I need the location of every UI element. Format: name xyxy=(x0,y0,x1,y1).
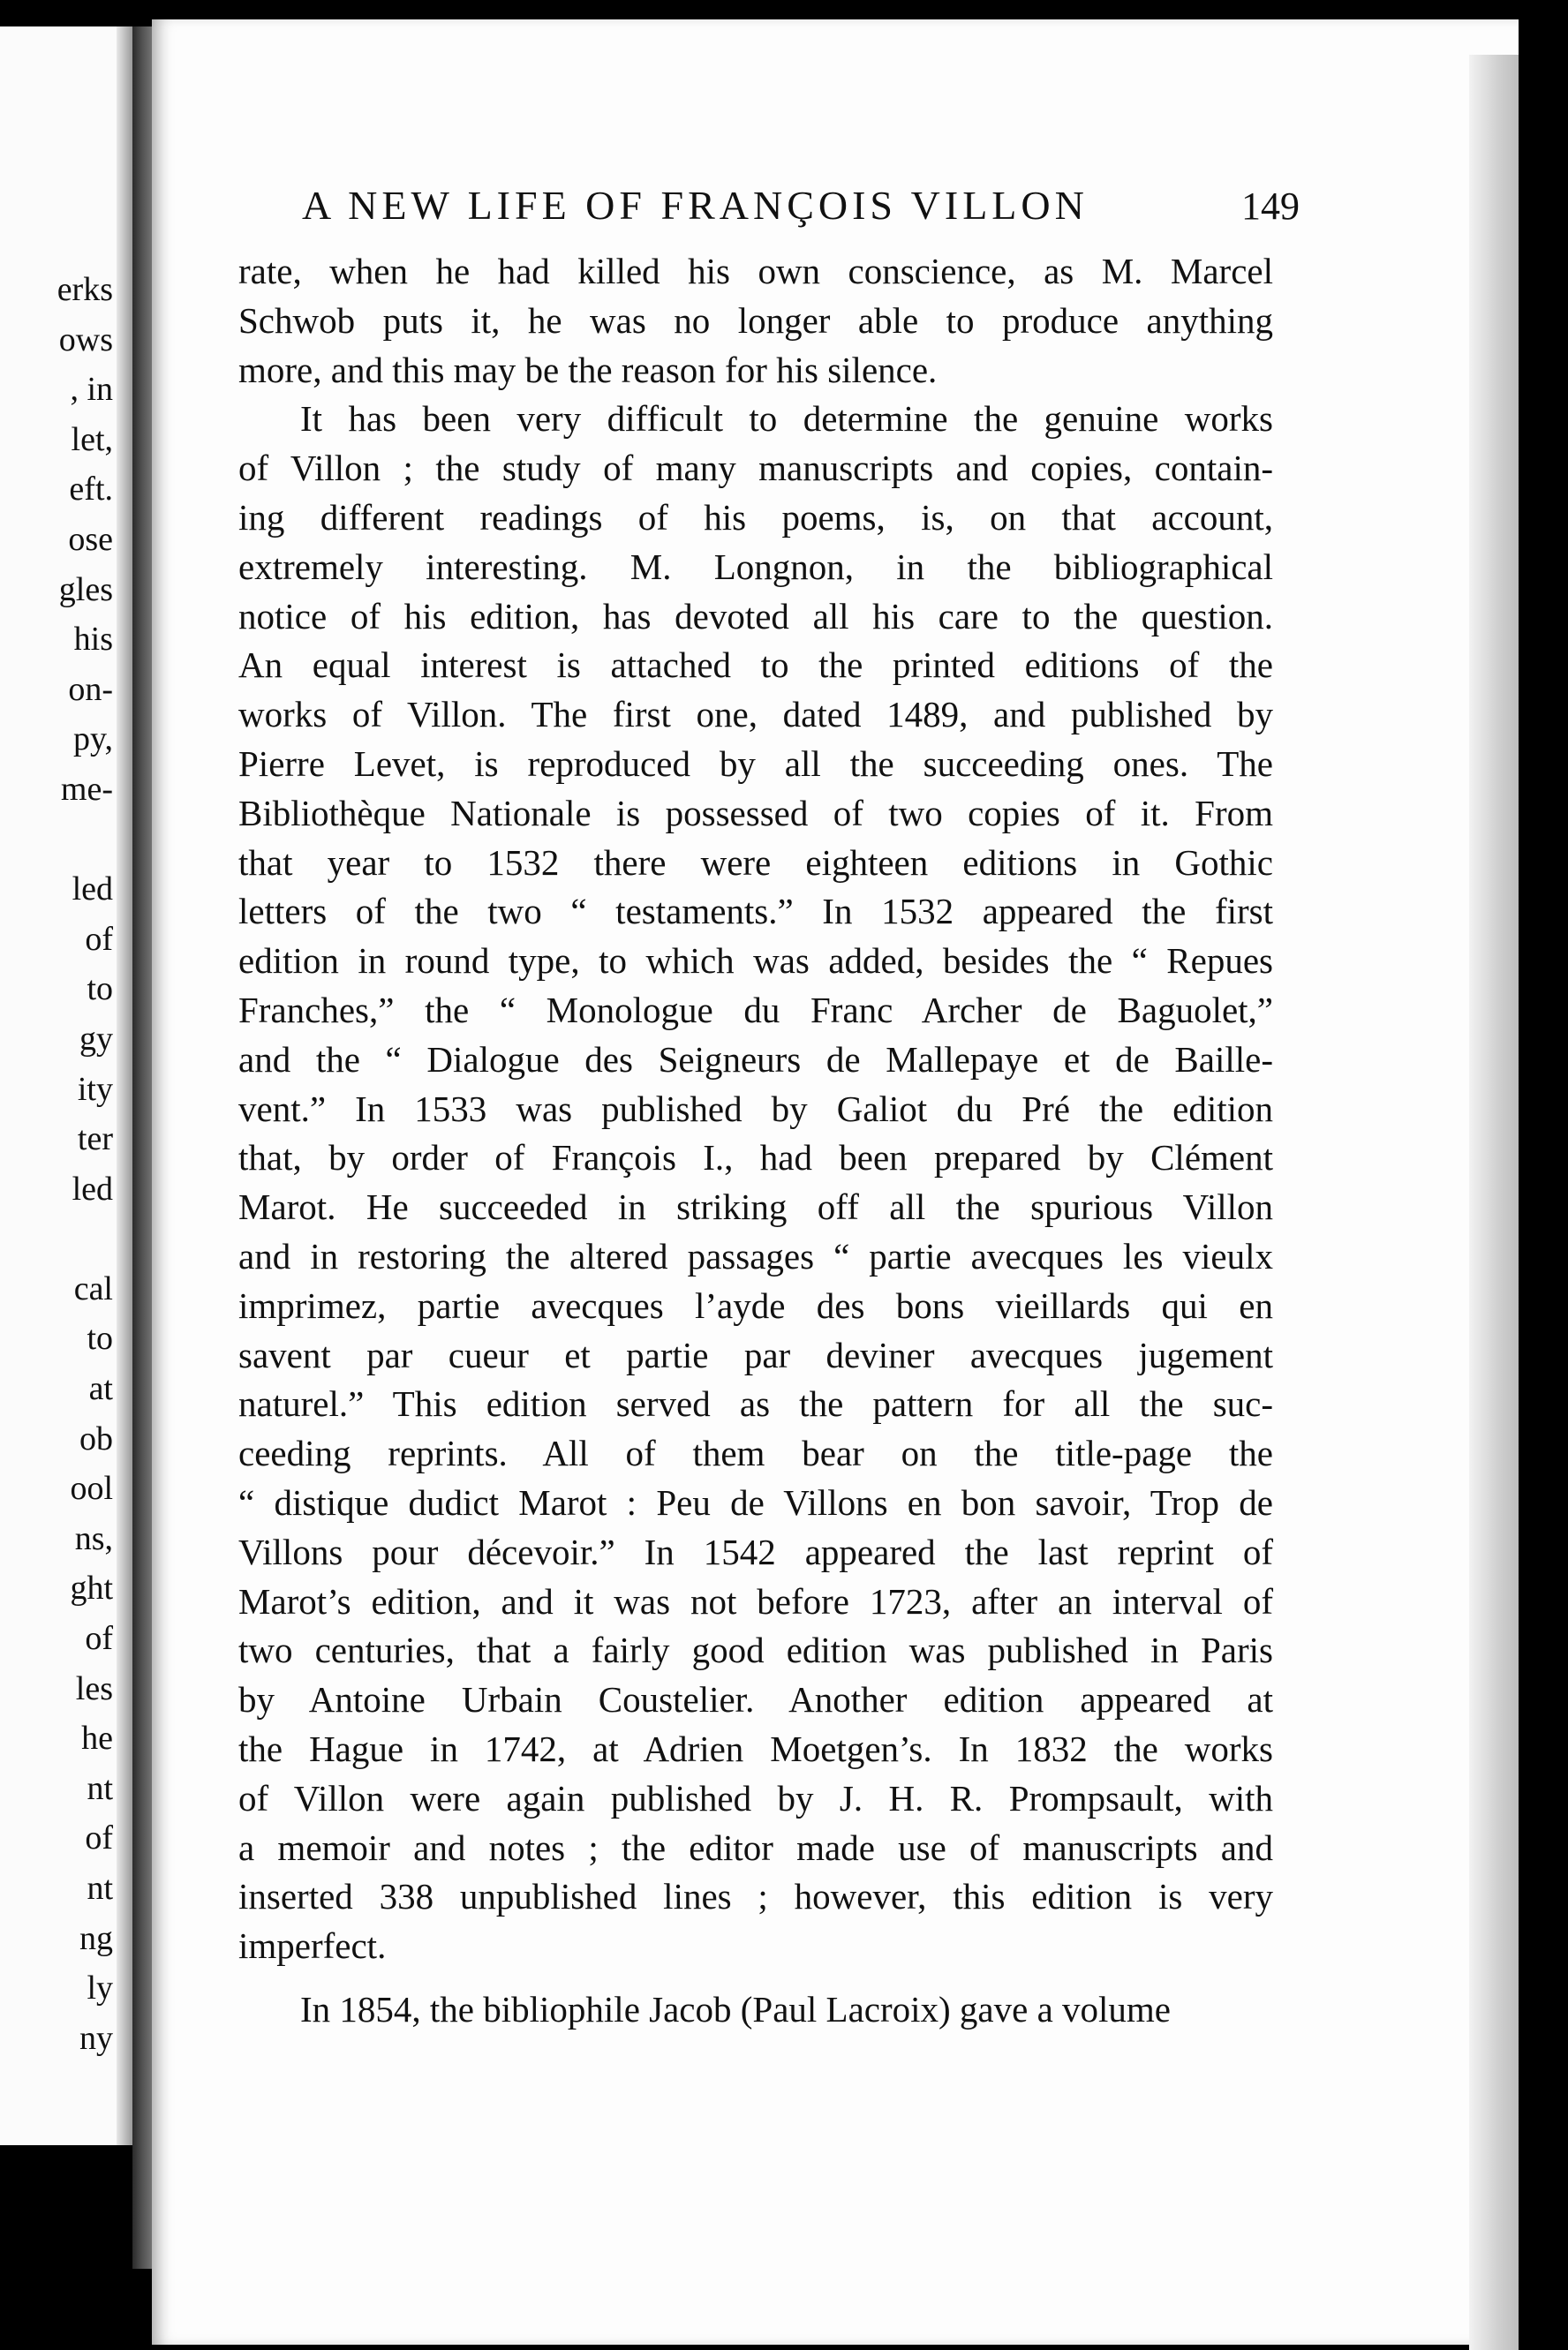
facing-page-line: of xyxy=(85,920,113,958)
paragraph xyxy=(238,247,1273,395)
text-line: two centuries, that a fairly good edition was published in Paris xyxy=(238,1630,1273,1671)
facing-page-line: ns, xyxy=(74,1519,113,1557)
facing-page-line: ng xyxy=(79,1919,113,1957)
facing-page-line: eft. xyxy=(69,471,113,508)
text-line: Villons pour décevoir.” In 1542 appeared the last reprint of xyxy=(238,1531,1273,1572)
text-line: of Villon were again published by J. H. R. Prompsault, with xyxy=(238,1777,1273,1819)
text-line: rate, when he had killed his own conscience, as M. Marcel xyxy=(238,251,1273,291)
facing-page-line: nt xyxy=(87,1769,113,1807)
text-line: naturel.” This edition served as the pattern for all the suc- xyxy=(238,1383,1273,1425)
text-line: the Hague in 1742, at Adrien Moetgen’s. In 1832 the works xyxy=(238,1728,1273,1769)
facing-page-line: , in xyxy=(70,371,113,409)
page-gutter xyxy=(117,26,132,2145)
facing-page-line xyxy=(57,1214,113,1264)
text-line: Pierre Levet, is reproduced by all the succeeding ones. The xyxy=(238,742,1273,784)
text-line: imperfect. xyxy=(238,1925,387,1967)
facing-page-line: gles xyxy=(58,570,113,608)
facing-page-line: ght xyxy=(70,1570,113,1608)
facing-page-line: erks xyxy=(57,271,113,308)
facing-page-line-ends xyxy=(57,265,113,2063)
text-line: that year to 1532 there were eighteen editions in Gothic xyxy=(238,841,1273,883)
text-line: inserted 338 unpublished lines ; however, this edition is very xyxy=(238,1876,1273,1917)
text-line: vent.” In 1533 was published by Galiot du Pré the edition xyxy=(238,1088,1273,1129)
text-line: In 1854, the bibliophile Jacob (Paul Lacroix) gave a volume xyxy=(300,1988,1172,2030)
page-number: 149 xyxy=(1241,185,1300,228)
facing-page-line: at xyxy=(88,1370,113,1408)
text-line: ceeding reprints. All of them bear on the title-page the xyxy=(238,1433,1273,1474)
facing-page-line: les xyxy=(75,1669,113,1707)
facing-page-line: led xyxy=(72,870,113,908)
page-edge xyxy=(1469,55,1519,2350)
facing-page-line: ity xyxy=(77,1070,113,1108)
text-line: that, by order of François I., had been prepared by Clément xyxy=(238,1137,1273,1179)
facing-page-line: his xyxy=(73,621,113,659)
facing-page-line: gy xyxy=(79,1020,113,1058)
text-line: imprimez, partie avecques l’ayde des bons vieillards qui en xyxy=(238,1284,1273,1326)
text-line: Schwob puts it, he was no longer able to produce anything xyxy=(238,299,1273,341)
text-line: ing different readings of his poems, is, on that account, xyxy=(238,496,1273,538)
text-line: Marot. He succeeded in striking off all the spurious Villon xyxy=(238,1186,1273,1228)
facing-page-line: nt xyxy=(87,1870,113,1907)
facing-page-line: ose xyxy=(68,520,113,558)
text-line: extremely interesting. M. Longnon, in the bibliographical xyxy=(238,546,1273,587)
facing-page-line: ob xyxy=(79,1420,113,1457)
facing-page-line: to xyxy=(87,970,113,1008)
facing-page-line: me- xyxy=(60,770,113,808)
facing-page-line: of xyxy=(85,1620,113,1658)
text-line: and the “ Dialogue des Seigneurs de Mallepaye et de Baille- xyxy=(238,1038,1273,1080)
text-line: Franches,” the “ Monologue du Franc Archer de Baguolet,” xyxy=(238,989,1273,1030)
text-line: and in restoring the altered passages “ partie avecques les vieulx xyxy=(238,1235,1273,1277)
text-line: by Antoine Urbain Coustelier. Another edition appeared at xyxy=(238,1679,1273,1721)
text-line: Marot’s edition, and it was not before 1723, after an interval of xyxy=(238,1580,1273,1622)
facing-page-line: let, xyxy=(71,420,113,458)
text-line: more, and this may be the reason for his silence. xyxy=(238,349,938,390)
text-line: works of Villon. The first one, dated 1489, and published by xyxy=(238,694,1273,735)
page-header xyxy=(302,182,1300,229)
text-line: edition in round type, to which was added, besides the “ Repues xyxy=(238,940,1273,982)
facing-page-line: he xyxy=(81,1720,113,1758)
facing-page-line xyxy=(57,815,113,865)
text-line: letters of the two “ testaments.” In 1532 appeared the first xyxy=(238,891,1273,932)
facing-page-line: ter xyxy=(77,1120,113,1158)
facing-page-line: of xyxy=(85,1819,113,1857)
text-line: “ distique dudict Marot : Peu de Villons en bon savoir, Trop de xyxy=(238,1481,1273,1523)
facing-page-line: ny xyxy=(79,2019,113,2057)
text-line: a memoir and notes ; the editor made use of manuscripts and xyxy=(238,1827,1273,1868)
facing-page-line: ool xyxy=(70,1470,113,1508)
facing-page-line: py, xyxy=(72,720,113,758)
body-text xyxy=(238,247,1273,2035)
text-line: savent par cueur et partie par deviner avecques jugement xyxy=(238,1334,1273,1375)
facing-page-line: led xyxy=(72,1170,113,1208)
running-title: A NEW LIFE OF FRANÇOIS VILLON xyxy=(302,183,1089,228)
facing-page-fragment xyxy=(0,26,132,2145)
facing-page-line: to xyxy=(87,1320,113,1358)
text-line: Bibliothèque Nationale is possessed of two copies of it. From xyxy=(238,792,1273,833)
paragraph-gap xyxy=(238,1971,1273,1985)
text-line: An equal interest is attached to the printed editions of the xyxy=(238,644,1273,686)
facing-page-line: ly xyxy=(87,1970,113,2007)
text-line: notice of his edition, has devoted all his care to the question. xyxy=(238,595,1273,636)
paragraph xyxy=(238,395,1273,1971)
paragraph xyxy=(238,1985,1273,2035)
facing-page-line: cal xyxy=(73,1269,113,1307)
text-line: of Villon ; the study of many manuscripts and copies, contain- xyxy=(238,448,1273,489)
text-line: It has been very difficult to determine the genuine works xyxy=(300,398,1273,440)
facing-page-line: on- xyxy=(68,670,113,708)
facing-page-line: ows xyxy=(58,320,113,358)
